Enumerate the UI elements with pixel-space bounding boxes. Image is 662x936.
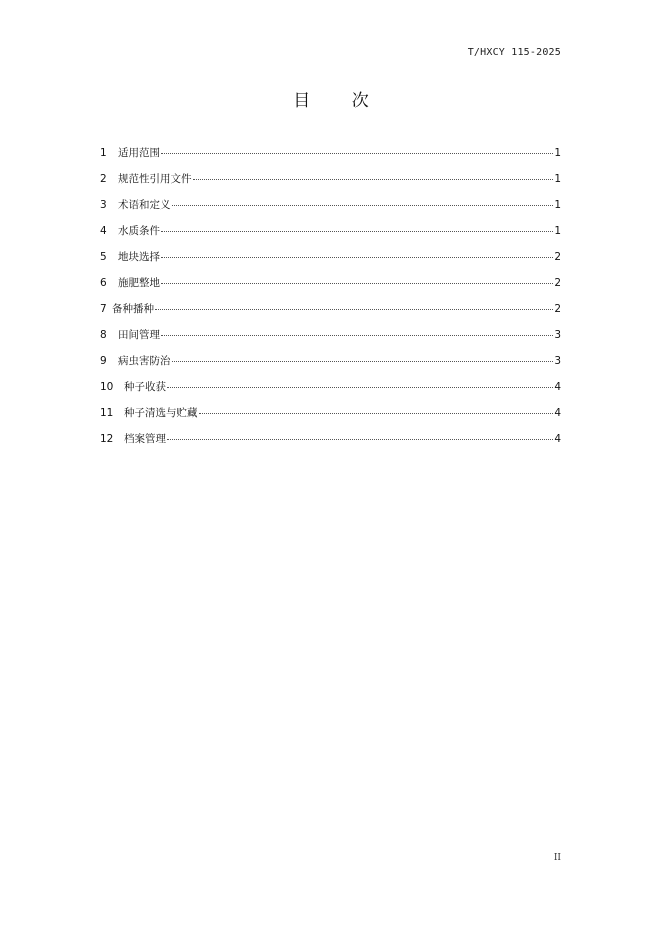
toc-dot-leader [172, 361, 554, 362]
document-code: T/HXCY 115-2025 [467, 47, 561, 58]
toc-entry-label: 病虫害防治 [118, 355, 171, 367]
toc-entry-number: 6 [100, 277, 107, 289]
toc-entry[interactable] [100, 198, 561, 224]
toc-entry-label: 术语和定义 [118, 199, 171, 211]
toc-entry-page: 1 [554, 199, 561, 211]
table-of-contents [100, 146, 561, 458]
toc-entry[interactable] [100, 250, 561, 276]
toc-dot-leader [199, 413, 554, 414]
toc-entry[interactable] [100, 432, 561, 458]
toc-entry[interactable] [100, 224, 561, 250]
toc-entry-page: 2 [554, 303, 561, 315]
toc-dot-leader [155, 309, 553, 310]
toc-entry-page: 4 [554, 381, 561, 393]
toc-dot-leader [172, 205, 554, 206]
toc-entry-page: 3 [554, 329, 561, 341]
toc-entry-number: 11 [100, 407, 114, 419]
toc-entry-page: 1 [554, 173, 561, 185]
toc-entry[interactable] [100, 302, 561, 328]
toc-dot-leader [193, 179, 554, 180]
toc-entry-number: 9 [100, 355, 107, 367]
toc-entry-label: 种子清选与贮藏 [124, 407, 198, 419]
toc-entry[interactable] [100, 172, 561, 198]
toc-entry[interactable] [100, 146, 561, 172]
toc-dot-leader [161, 231, 553, 232]
toc-dot-leader [161, 283, 553, 284]
toc-entry[interactable] [100, 354, 561, 380]
toc-entry[interactable] [100, 328, 561, 354]
toc-entry-number: 2 [100, 173, 107, 185]
toc-entry-label: 地块选择 [118, 251, 160, 263]
page-number: II [553, 853, 561, 863]
toc-entry-label: 田间管理 [118, 329, 160, 341]
toc-entry-page: 2 [554, 251, 561, 263]
toc-entry-number: 12 [100, 433, 114, 445]
toc-entry-label: 种子收获 [124, 381, 166, 393]
toc-entry-label: 施肥整地 [118, 277, 160, 289]
toc-entry-number: 4 [100, 225, 107, 237]
toc-dot-leader [167, 439, 553, 440]
toc-entry-page: 1 [554, 147, 561, 159]
toc-entry-page: 2 [554, 277, 561, 289]
toc-dot-leader [161, 153, 553, 154]
toc-entry-label: 适用范围 [118, 147, 160, 159]
toc-entry[interactable] [100, 406, 561, 432]
toc-entry-number: 3 [100, 199, 107, 211]
toc-dot-leader [167, 387, 553, 388]
toc-dot-leader [161, 257, 553, 258]
toc-entry[interactable] [100, 276, 561, 302]
toc-entry-page: 3 [554, 355, 561, 367]
page-title: 目 次 [293, 91, 387, 111]
toc-entry-number: 10 [100, 381, 114, 393]
toc-entry-number: 7 [100, 303, 107, 315]
toc-entry-number: 1 [100, 147, 107, 159]
toc-entry[interactable] [100, 380, 561, 406]
toc-entry-number: 5 [100, 251, 107, 263]
toc-dot-leader [161, 335, 553, 336]
toc-entry-label: 规范性引用文件 [118, 173, 192, 185]
toc-entry-page: 4 [554, 433, 561, 445]
toc-entry-page: 4 [554, 407, 561, 419]
toc-entry-label: 水质条件 [118, 225, 160, 237]
toc-entry-number: 8 [100, 329, 107, 341]
toc-entry-page: 1 [554, 225, 561, 237]
toc-entry-label: 备种播种 [112, 303, 154, 315]
toc-entry-label: 档案管理 [124, 433, 166, 445]
